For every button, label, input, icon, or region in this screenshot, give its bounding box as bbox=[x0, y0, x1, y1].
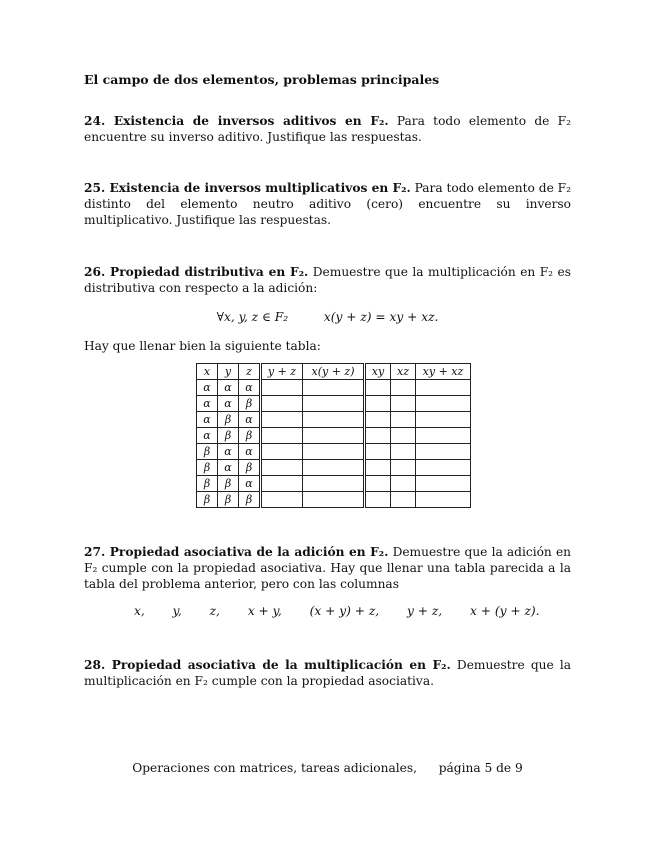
columns-list bbox=[134, 604, 540, 618]
table-cell-empty bbox=[365, 444, 391, 460]
table-cell: β bbox=[197, 444, 218, 460]
table-row bbox=[197, 396, 471, 412]
table-cell: α bbox=[239, 476, 261, 492]
table-cell-empty bbox=[416, 444, 471, 460]
problem-25-title: 25. Existencia de inversos multiplicativos en F₂. bbox=[84, 181, 411, 195]
table-cell: α bbox=[239, 412, 261, 428]
table-cell: α bbox=[218, 396, 239, 412]
problem-25-text: Para todo elemento de F₂ distinto del elemento neutro aditivo (cero) encuentre su inverso multiplicativo. Justifique las respuestas. bbox=[84, 181, 571, 227]
table-header-y-plus-z: y + z bbox=[261, 364, 303, 380]
table-cell-empty bbox=[261, 428, 303, 444]
footer-title: Operaciones con matrices, tareas adicionales, bbox=[132, 761, 417, 775]
table-cell: β bbox=[218, 412, 239, 428]
problem-25 bbox=[84, 180, 571, 228]
table-header-x-times-sum: x(y + z) bbox=[303, 364, 365, 380]
formula-quantifier: ∀x, y, z ∈ F₂ bbox=[216, 310, 289, 324]
table-cell: α bbox=[218, 460, 239, 476]
table-cell-empty bbox=[416, 476, 471, 492]
problem-26-title: 26. Propiedad distributiva en F₂. bbox=[84, 265, 309, 279]
table-header-xy: xy bbox=[365, 364, 391, 380]
table-cell: β bbox=[218, 428, 239, 444]
table-cell-empty bbox=[303, 476, 365, 492]
table-cell-empty bbox=[391, 396, 416, 412]
table-cell-empty bbox=[391, 412, 416, 428]
table-cell: β bbox=[197, 492, 218, 508]
table-cell: β bbox=[239, 460, 261, 476]
table-cell: β bbox=[218, 492, 239, 508]
table-cell-empty bbox=[391, 460, 416, 476]
table-row bbox=[197, 460, 471, 476]
column-item: y, bbox=[172, 604, 182, 618]
table-cell: α bbox=[197, 380, 218, 396]
table-cell-empty bbox=[303, 444, 365, 460]
table-cell-empty bbox=[303, 492, 365, 508]
table-cell: α bbox=[239, 380, 261, 396]
page-footer bbox=[0, 761, 655, 775]
column-item: x, bbox=[134, 604, 145, 618]
table-cell-empty bbox=[303, 396, 365, 412]
table-cell-empty bbox=[303, 460, 365, 476]
problem-28-text: Demuestre que la multiplicación en F₂ cumple con la propiedad asociativa. bbox=[84, 658, 572, 688]
problem-26-text: Demuestre que la multiplicación en F₂ es distributiva con respecto a la adición: bbox=[84, 265, 572, 295]
table-cell-empty bbox=[365, 492, 391, 508]
problem-26 bbox=[84, 264, 571, 296]
table-header-xy-plus-xz: xy + xz bbox=[416, 364, 471, 380]
problem-24 bbox=[84, 113, 571, 145]
table-cell: α bbox=[197, 396, 218, 412]
table-cell-empty bbox=[391, 492, 416, 508]
table-cell: α bbox=[239, 444, 261, 460]
section-heading: El campo de dos elementos, problemas principales bbox=[84, 72, 440, 87]
table-row bbox=[197, 428, 471, 444]
table-header-y: y bbox=[218, 364, 239, 380]
table-cell-empty bbox=[261, 460, 303, 476]
column-item: x + y, bbox=[247, 604, 282, 618]
table-cell-empty bbox=[391, 444, 416, 460]
table-header-x: x bbox=[197, 364, 218, 380]
column-item: x + (y + z). bbox=[470, 604, 540, 618]
table-cell: β bbox=[197, 460, 218, 476]
table-cell-empty bbox=[365, 460, 391, 476]
table-row bbox=[197, 380, 471, 396]
distributive-formula bbox=[0, 310, 655, 324]
table-cell-empty bbox=[416, 396, 471, 412]
problem-28 bbox=[84, 657, 571, 689]
table-row bbox=[197, 476, 471, 492]
table-cell-empty bbox=[416, 460, 471, 476]
table-cell-empty bbox=[261, 444, 303, 460]
table-header-xz: xz bbox=[391, 364, 416, 380]
problem-24-title: 24. Existencia de inversos aditivos en F₂. bbox=[84, 114, 389, 128]
table-cell: α bbox=[197, 412, 218, 428]
table-cell-empty bbox=[303, 380, 365, 396]
table-cell: β bbox=[218, 476, 239, 492]
problem-28-title: 28. Propiedad asociativa de la multiplicación en F₂. bbox=[84, 658, 451, 672]
table-cell-empty bbox=[261, 412, 303, 428]
problem-24-text: Para todo elemento de F₂ encuentre su inverso aditivo. Justifique las respuestas. bbox=[84, 114, 571, 144]
table-intro: Hay que llenar bien la siguiente tabla: bbox=[84, 339, 321, 353]
table-cell-empty bbox=[416, 412, 471, 428]
table-cell-empty bbox=[303, 412, 365, 428]
table-cell: α bbox=[218, 444, 239, 460]
table-cell-empty bbox=[365, 412, 391, 428]
table-cell: β bbox=[239, 396, 261, 412]
column-item: (x + y) + z, bbox=[309, 604, 380, 618]
table-cell: β bbox=[239, 492, 261, 508]
table-cell-empty bbox=[303, 428, 365, 444]
table-cell-empty bbox=[365, 380, 391, 396]
table-cell: β bbox=[197, 476, 218, 492]
table-cell: α bbox=[218, 380, 239, 396]
table-cell: β bbox=[239, 428, 261, 444]
table-cell: α bbox=[197, 428, 218, 444]
table-cell-empty bbox=[261, 492, 303, 508]
table-row bbox=[197, 412, 471, 428]
table-cell-empty bbox=[261, 396, 303, 412]
page-number: página 5 de 9 bbox=[438, 761, 523, 775]
problem-27 bbox=[84, 544, 571, 592]
table-cell-empty bbox=[416, 428, 471, 444]
table-row bbox=[197, 444, 471, 460]
table-row bbox=[197, 492, 471, 508]
table-cell-empty bbox=[365, 476, 391, 492]
table-cell-empty bbox=[261, 380, 303, 396]
formula-equation: x(y + z) = xy + xz. bbox=[323, 310, 439, 324]
column-item: y + z, bbox=[407, 604, 443, 618]
table-cell-empty bbox=[261, 476, 303, 492]
table-cell-empty bbox=[365, 428, 391, 444]
table-cell-empty bbox=[391, 476, 416, 492]
table-cell-empty bbox=[365, 396, 391, 412]
truth-table bbox=[196, 363, 471, 508]
table-cell-empty bbox=[416, 380, 471, 396]
problem-27-text: Demuestre que la adición en F₂ cumple con la propiedad asociativa. Hay que llenar una tabla parecida a la tabla del problema anterior, pero con las columnas bbox=[84, 545, 572, 591]
column-item: z, bbox=[209, 604, 220, 618]
table-cell-empty bbox=[416, 492, 471, 508]
table-cell-empty bbox=[391, 428, 416, 444]
table-cell-empty bbox=[391, 380, 416, 396]
problem-27-title: 27. Propiedad asociativa de la adición en F₂. bbox=[84, 545, 389, 559]
table-header-z: z bbox=[239, 364, 261, 380]
table-header-row bbox=[197, 364, 471, 380]
